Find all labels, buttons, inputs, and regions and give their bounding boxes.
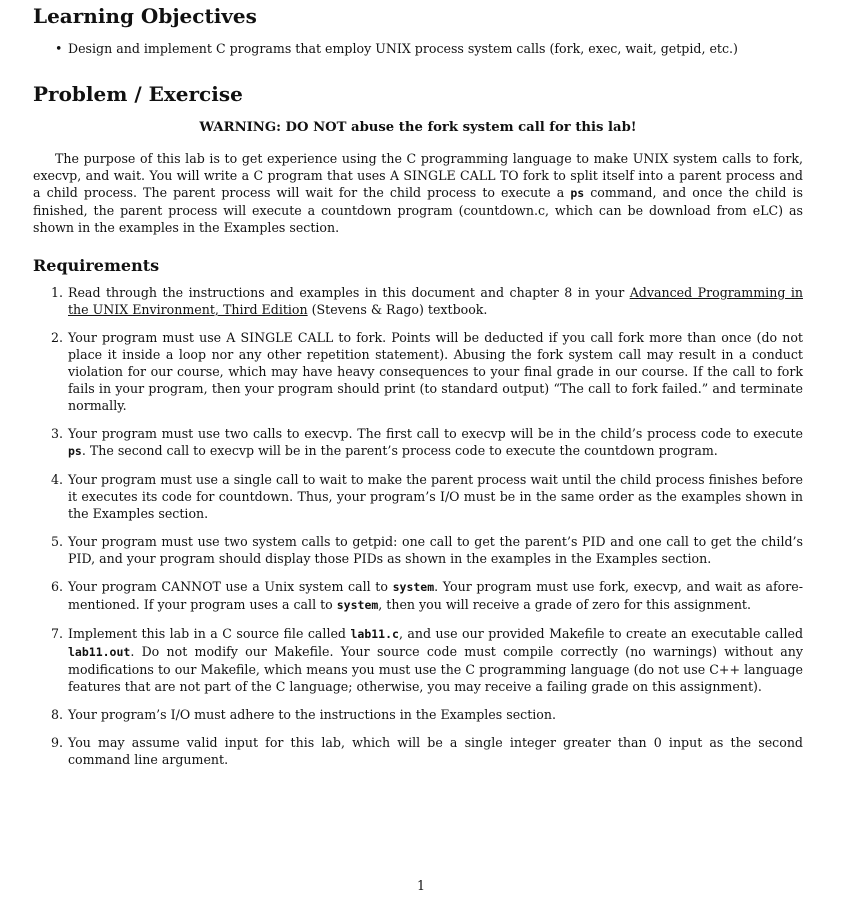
- code-lab11-c: lab11.c: [350, 627, 399, 641]
- req-text: . The second call to execvp will be in the parent’s process code to execute the countdown program.: [81, 443, 718, 458]
- intro-paragraph: [33, 150, 803, 236]
- req-text: Implement this lab in a C source file called: [68, 626, 351, 641]
- code-lab11-out: lab11.out: [68, 645, 131, 659]
- intro-code: ps: [570, 186, 585, 200]
- req-text: Your program CANNOT use a Unix system call to: [68, 579, 393, 594]
- bullet-icon: •: [55, 41, 63, 56]
- requirements-list: [33, 284, 803, 779]
- list-item: [33, 40, 803, 58]
- code-system: system: [392, 580, 435, 594]
- req-text: Your program’s I/O must adhere to the instructions in the Examples section.: [68, 707, 556, 722]
- textbook-title: Advanced Programming in the UNIX Environment, Third Edition: [68, 285, 803, 317]
- req-text: Your program must use A SINGLE CALL to fork. Points will be deducted if you call fork more than once (do not place it inside a loop nor any other repetition statement). Abusing the fork system call may result in a conduct violation for our course, which may have heavy consequences to your final grade in our course. If the call to fork fails in your program, then your program should print (to standard output) “The call to fork failed.” and terminate normally.: [68, 330, 803, 413]
- item-number: 4.: [50, 472, 63, 487]
- objectives-list: [33, 40, 803, 58]
- item-number: 3.: [50, 426, 63, 441]
- item-number: 8.: [50, 707, 63, 722]
- item-number: 6.: [50, 579, 63, 594]
- requirement-item: [33, 329, 803, 414]
- req-text: . Do not modify our Makefile. Your source code must compile correctly (no warnings) without any modifications to our Makefile, which means you must use the C programming language (do not use C++ language features that are not part of the C language; otherwise, you may receive a failing grade on this assignment).: [68, 644, 803, 694]
- objective-text: Design and implement C programs that employ UNIX process system calls (fork, exec, wait, getpid, etc.): [68, 41, 738, 56]
- item-number: 2.: [50, 330, 63, 345]
- code-system: system: [336, 598, 379, 612]
- requirements-heading: Requirements: [33, 256, 160, 275]
- problem-heading: Problem / Exercise: [33, 82, 243, 106]
- item-number: 7.: [50, 626, 63, 641]
- req-text: Your program must use two system calls to getpid: one call to get the parent’s PID and one call to get the child’s PID, and your program should display those PIDs as shown in the examples in the Examples section.: [68, 534, 803, 566]
- requirement-item: [33, 284, 803, 318]
- item-number: 9.: [50, 735, 63, 750]
- intro-text-b: command, and once the child is finished, the parent process will execute a countdown program (countdown.c, which can be download from eLC) as shown in the examples in the Examples section.: [33, 185, 803, 235]
- page-number: 1: [416, 878, 425, 893]
- learning-objectives-heading: Learning Objectives: [33, 4, 257, 28]
- requirement-item: [33, 578, 803, 614]
- req-text: You may assume valid input for this lab, which will be a single integer greater than 0 input as the second command line argument.: [68, 735, 803, 767]
- item-number: 1.: [50, 285, 63, 300]
- requirement-item: [33, 471, 803, 522]
- req-text: , then you will receive a grade of zero for this assignment.: [378, 597, 751, 612]
- requirement-item: [33, 625, 803, 695]
- req-text: Read through the instructions and examples in this document and chapter 8 in your: [68, 285, 630, 300]
- req-text: . Your program must use fork, execvp, and wait as afore-mentioned. If your program uses a call to: [68, 579, 803, 612]
- requirement-item: [33, 734, 803, 768]
- req-text: Your program must use two calls to execvp. The first call to execvp will be in the child’s process code to execute: [68, 426, 803, 441]
- req-text: , and use our provided Makefile to create an executable called: [398, 626, 804, 641]
- code-ps: ps: [68, 444, 82, 458]
- requirement-item: [33, 425, 803, 460]
- item-number: 5.: [50, 534, 63, 549]
- warning-text: WARNING: DO NOT abuse the fork system call for this lab!: [199, 120, 637, 135]
- requirement-item: [33, 533, 803, 567]
- requirement-item: [33, 706, 803, 723]
- req-text: (Stevens & Rago) textbook.: [307, 302, 488, 317]
- req-text: Your program must use a single call to wait to make the parent process wait until the child process finishes before it executes its code for countdown. Thus, your program’s I/O must be in the same order as the examples shown in the Examples section.: [68, 472, 803, 521]
- intro-text-a: The purpose of this lab is to get experience using the C programming language to make UNIX system calls to fork, execvp, and wait. You will write a C program that uses A SINGLE CALL TO fork to split itself into a parent process and a child process. The parent process will wait for the child process to execute a: [33, 151, 803, 200]
